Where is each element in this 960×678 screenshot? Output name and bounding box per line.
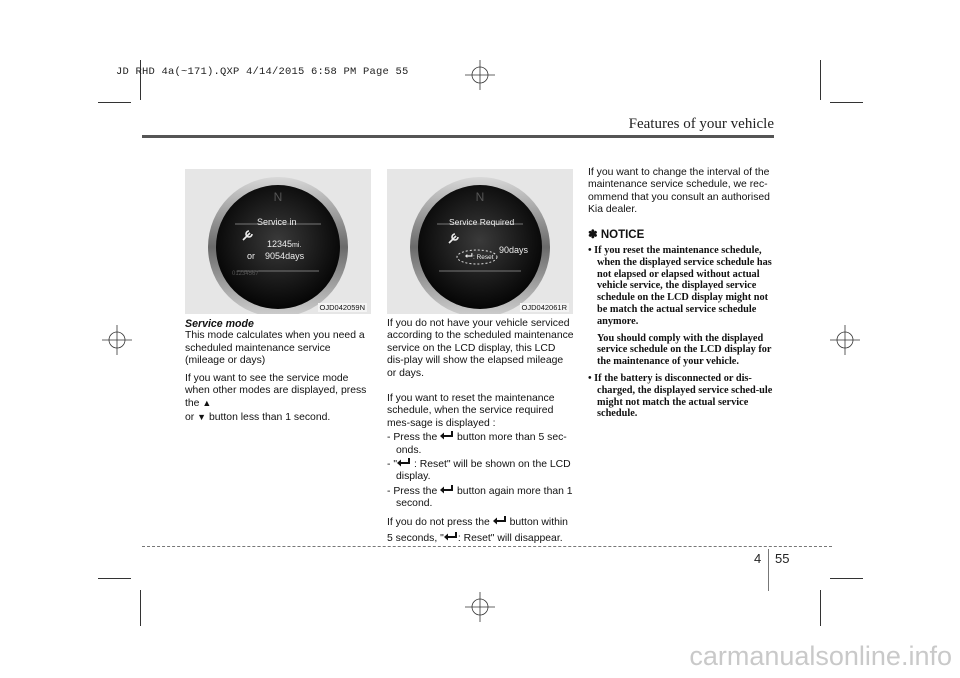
header-rule <box>142 135 774 138</box>
page-header-title: Features of your vehicle <box>628 116 774 132</box>
lcd-days-required <box>499 245 528 255</box>
lcd-or: or <box>247 251 256 261</box>
list-item: - Press the button again more than 1 second. <box>387 485 573 510</box>
page-number-separator <box>768 549 769 591</box>
svg-text:01234567: 01234567 <box>232 271 259 277</box>
lcd-days-required-unit: days <box>509 245 529 255</box>
page-number: 55 <box>775 551 790 566</box>
notice-item: • If the battery is disconnected or dis-charged, the displayed service sched-ule might not match the actual service schedule. <box>588 373 773 420</box>
figure-code: OJD042059N <box>319 303 365 312</box>
print-slug: JD RHD 4a(~171).QXP 4/14/2015 6:58 PM Page 55 <box>116 66 409 78</box>
enter-icon <box>397 458 411 468</box>
paragraph: If you do not have your vehicle serviced according to the scheduled maintenance service on the LCD display, this LCD dis-play will show the elapsed mileage or days. <box>387 318 574 379</box>
lcd-days-value: 9054 <box>265 251 286 261</box>
notice-item-continued: You should comply with the displayed service schedule on the LCD display for the maintenance of your vehicle. <box>597 332 772 368</box>
notice-item: • If you reset the maintenance schedule, when the displayed service schedule has not elapsed or elapsed without actual vehicle service, the displayed service schedule on the LCD display might not be match the actual service schedule anymore. <box>588 245 772 327</box>
enter-icon <box>440 431 454 441</box>
figure-service-required <box>387 169 573 314</box>
notice-title: ✽ NOTICE <box>588 228 645 241</box>
paragraph: This mode calculates when you need a scheduled maintenance service (mileage or days) <box>185 330 365 367</box>
registration-mark-icon <box>830 325 860 355</box>
footer-rule <box>142 546 832 547</box>
column-3 <box>588 167 776 425</box>
figure-code: OJD042061R <box>521 303 567 312</box>
crop-mark <box>820 590 821 626</box>
enter-icon <box>465 253 473 259</box>
registration-mark-icon <box>102 325 132 355</box>
service-mode-section <box>185 318 373 368</box>
lcd-line-service-in: Service in <box>257 217 297 227</box>
lcd-days-unit: days <box>285 251 305 261</box>
enter-icon <box>444 532 458 542</box>
lcd-distance-value: 12345 <box>267 239 293 249</box>
crop-mark <box>830 102 863 103</box>
cluster-gauge-service-required <box>387 169 573 314</box>
down-triangle-icon: ▼ <box>197 411 207 422</box>
svg-text:N: N <box>475 190 485 204</box>
lcd-line-service-required: Service Required <box>449 217 515 227</box>
section-title: Service mode <box>185 318 254 330</box>
up-triangle-icon: ▲ <box>202 398 212 409</box>
crop-mark <box>98 102 131 103</box>
column-2 <box>387 318 575 552</box>
paragraph: If you want to change the interval of the maintenance service schedule, we rec-ommend that you consult an authorised Kia dealer. <box>588 167 770 216</box>
lcd-distance <box>267 239 301 249</box>
lcd-days <box>247 251 304 261</box>
enter-icon <box>493 516 507 526</box>
crop-mark <box>820 60 821 100</box>
list-item: - Press the button more than 5 sec-onds. <box>387 432 567 456</box>
paragraph: If you want to reset the maintenance schedule, when the service required mes-sage is displayed : <box>387 393 555 429</box>
crop-mark <box>98 578 131 579</box>
watermark: carmanualsonline.info <box>689 641 952 671</box>
enter-icon <box>440 485 454 495</box>
crop-mark <box>830 578 863 579</box>
registration-mark-icon <box>465 592 495 622</box>
figure-service-in <box>185 169 371 314</box>
lcd-days-required-value: 90 <box>499 245 510 255</box>
svg-text:N: N <box>273 190 283 204</box>
crop-mark <box>140 590 141 626</box>
lcd-reset <box>465 253 494 261</box>
wrench-icon <box>241 228 255 242</box>
lcd-reset-label: : Reset <box>473 254 494 261</box>
registration-mark-icon <box>465 60 495 90</box>
wrench-icon <box>447 231 461 245</box>
column-1 <box>185 318 373 429</box>
lcd-distance-unit: mi. <box>292 242 302 249</box>
paragraph: If you do not press the button within 5 seconds, " : Reset" will disappear. <box>387 516 568 544</box>
list-item: - " : Reset" will be shown on the LCD display. <box>387 459 571 483</box>
chapter-number: 4 <box>754 551 762 566</box>
paragraph: If you want to see the service mode when other modes are displayed, press the ▲ or ▼ button less than 1 second. <box>185 372 367 423</box>
